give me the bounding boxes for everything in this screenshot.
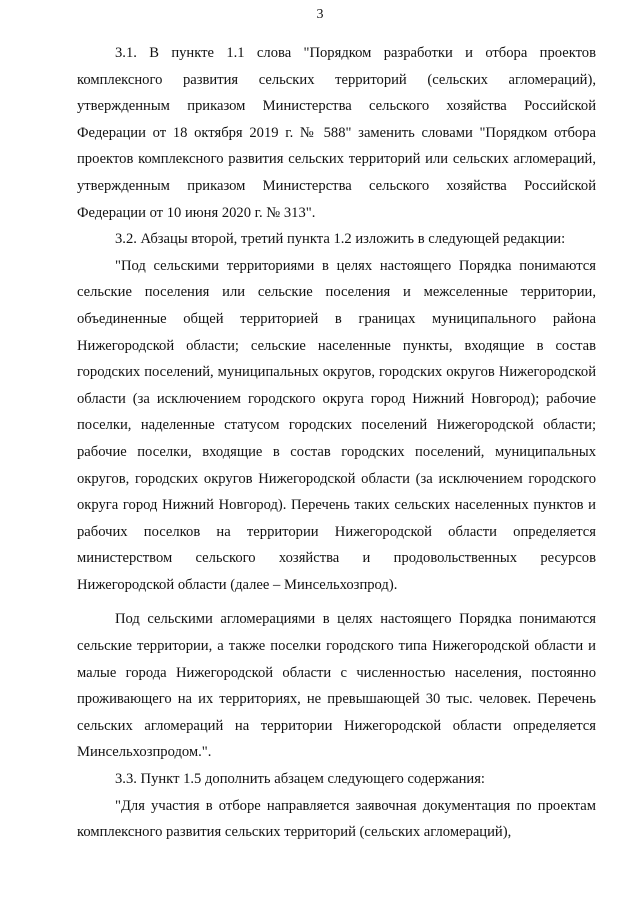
paragraph-application-docs: "Для участия в отборе направляется заявочная документация по проектам комплексного развития сельских территорий (сельских агломераций), (77, 797, 596, 841)
paragraph-3-3: 3.3. Пункт 1.5 дополнить абзацем следующего содержания: (115, 771, 485, 788)
paragraph-3-2: 3.2. Абзацы второй, третий пункта 1.2 изложить в следующей редакции: (115, 231, 566, 248)
document-body (77, 40, 596, 846)
paragraph-rural-agglomerations: Под сельскими агломерациями в целях настоящего Порядка понимаются сельские территории, а также поселки городского типа Нижегородской области и малые города Нижегородской области с численностью населения, постоянно проживающего на их территориях, не превышающей 30 тыс. человек. Перечень сельских агломераций на территории Нижегородской области определяется Минсельхозпродом.". (77, 611, 596, 761)
paragraph-rural-territories: "Под сельскими территориями в целях настоящего Порядка понимаются сельские поселения или сельские поселения и межселенные территории, объединенные общей территорией в границах муниципального района Нижегородской области; сельские населенные пункты, входящие в состав городских поселений, муниципальных округов, городских округов Нижегородской области (за исключением городского округа город Нижний Новгород); рабочие поселки, наделенные статусом городских поселений Нижегородской области; рабочие поселки, входящие в состав городских поселений, муниципальных округов, городских округов Нижегородской области (за исключением городского округа город Нижний Новгород). Перечень таких сельских населенных пунктов и рабочих поселков на территории Нижегородской области определяется министерством сельского хозяйства и продовольственных ресурсов Нижегородской области (далее – Минсельхозпрод). (77, 257, 596, 593)
paragraph-3-1: 3.1. В пункте 1.1 слова "Порядком разработки и отбора проектов комплексного развития сельских территорий (сельских агломераций), утвержденным приказом Министерства сельского хозяйства Российской Федерации от 18 октября 2019 г. № 588" заменить словами "Порядком отбора проектов комплексного развития сельских территорий или сельских агломераций, утвержденным приказом Министерства сельского хозяйства Российской Федерации от 10 июня 2020 г. № 313". (77, 45, 596, 221)
page-number: 3 (316, 7, 324, 22)
